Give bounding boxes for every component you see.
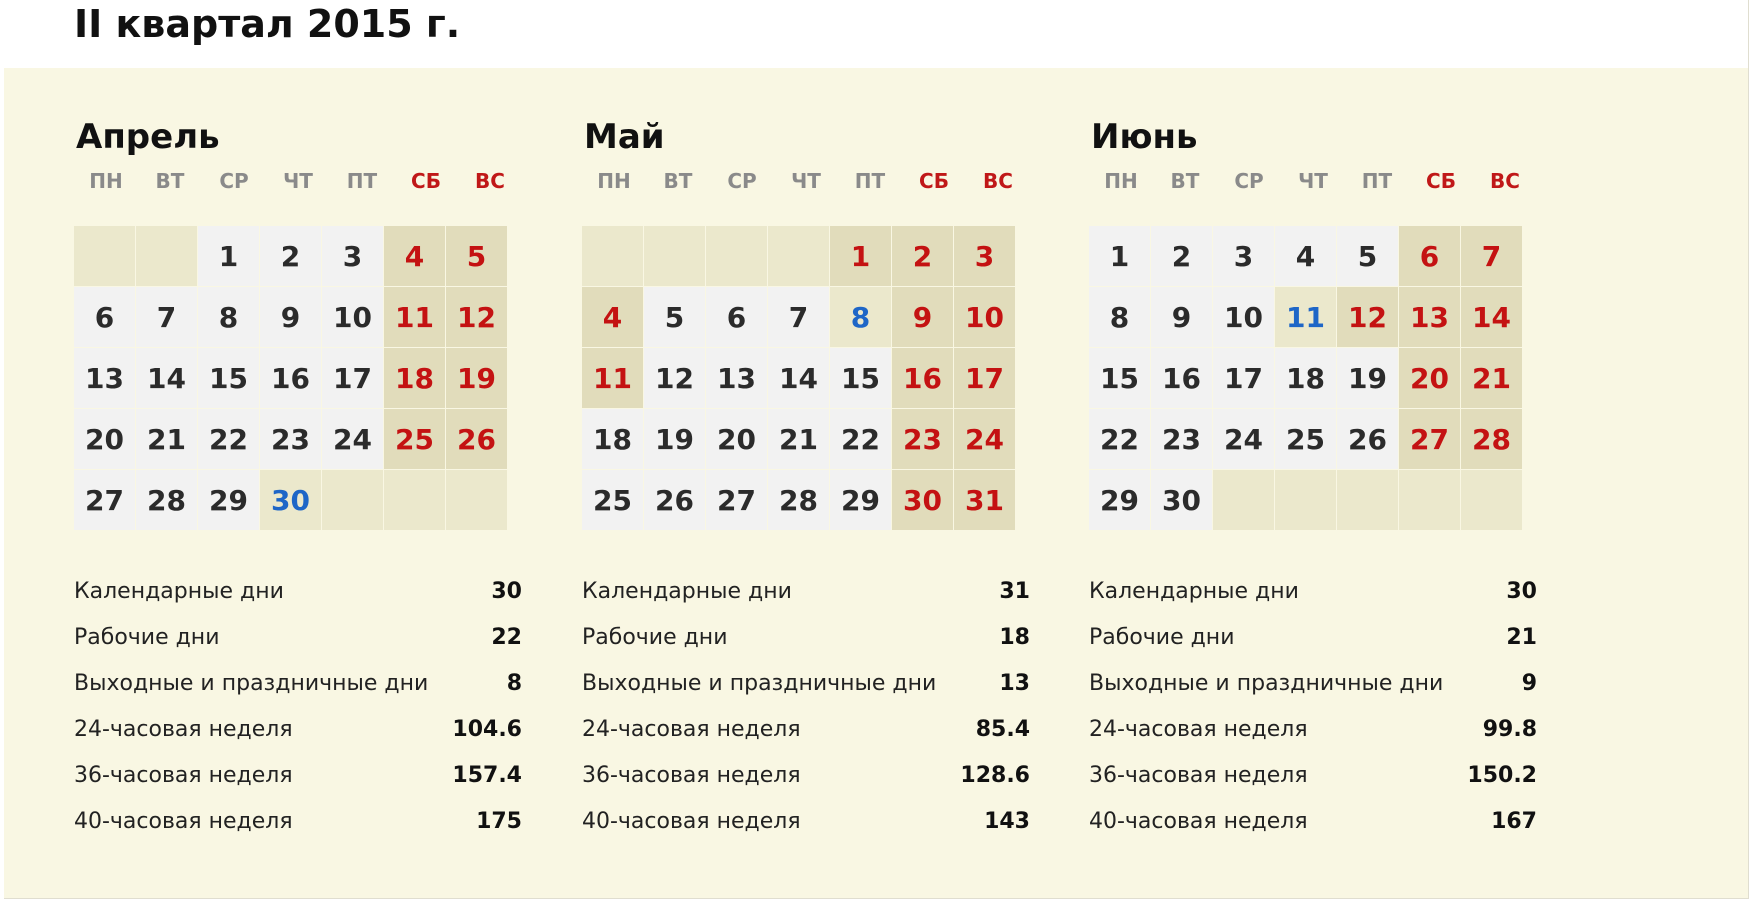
stat-value: 157.4	[452, 762, 522, 788]
day-cell: 6	[74, 287, 135, 347]
stat-value: 128.6	[960, 762, 1030, 788]
day-cell: 22	[198, 409, 259, 469]
day-cell: 2	[260, 226, 321, 286]
day-cell: 17	[322, 348, 383, 408]
weekday-label: ВТ	[155, 169, 185, 193]
day-cell: 2	[892, 226, 953, 286]
day-cell: 13	[706, 348, 767, 408]
day-cell: 1	[1089, 226, 1150, 286]
weekday-label: ВС	[983, 169, 1013, 193]
day-cell: 24	[1213, 409, 1274, 469]
stat-row	[74, 568, 522, 614]
day-grid	[582, 226, 1015, 530]
day-cell: 28	[768, 470, 829, 530]
month-block	[1089, 112, 1549, 844]
stat-row	[582, 660, 1030, 706]
day-cell: 20	[1399, 348, 1460, 408]
day-cell: 12	[1337, 287, 1398, 347]
stat-row	[1089, 660, 1537, 706]
weekday-label: СР	[727, 169, 757, 193]
day-cell: 3	[954, 226, 1015, 286]
weekday-label: ПН	[1104, 169, 1138, 193]
day-cell: 27	[1399, 409, 1460, 469]
day-cell: 20	[74, 409, 135, 469]
empty-day-cell	[384, 470, 445, 530]
weekday-label: СБ	[411, 169, 441, 193]
stat-row	[74, 752, 522, 798]
stat-label: Календарные дни	[582, 578, 792, 604]
stat-label: Рабочие дни	[74, 624, 220, 650]
day-cell: 18	[384, 348, 445, 408]
day-cell: 20	[706, 409, 767, 469]
stat-row	[1089, 798, 1537, 844]
stat-row	[74, 614, 522, 660]
day-cell: 22	[830, 409, 891, 469]
empty-day-cell	[1275, 470, 1336, 530]
stat-value: 85.4	[975, 716, 1030, 742]
weekday-header	[582, 166, 1042, 196]
day-cell: 14	[1461, 287, 1522, 347]
weekday-label: ПТ	[854, 169, 886, 193]
weekday-label: ЧТ	[1298, 169, 1328, 193]
day-cell: 1	[198, 226, 259, 286]
month-title: Май	[584, 117, 665, 157]
day-cell: 8	[830, 287, 891, 347]
day-cell: 10	[322, 287, 383, 347]
day-cell: 28	[136, 470, 197, 530]
stat-row	[582, 706, 1030, 752]
empty-day-cell	[768, 226, 829, 286]
stat-row	[1089, 706, 1537, 752]
month-title: Апрель	[76, 117, 220, 157]
day-cell: 7	[768, 287, 829, 347]
day-cell: 9	[892, 287, 953, 347]
weekday-label: ЧТ	[283, 169, 313, 193]
header	[4, 0, 1748, 68]
stat-label: 24-часовая неделя	[1089, 716, 1308, 742]
day-cell: 29	[830, 470, 891, 530]
stat-row	[1089, 752, 1537, 798]
day-cell: 6	[706, 287, 767, 347]
day-cell: 25	[582, 470, 643, 530]
month-stats	[74, 568, 522, 844]
day-cell: 22	[1089, 409, 1150, 469]
day-grid	[74, 226, 507, 530]
weekday-label: ПТ	[1361, 169, 1393, 193]
stat-label: 40-часовая неделя	[74, 808, 293, 834]
day-cell: 3	[322, 226, 383, 286]
stat-label: Рабочие дни	[582, 624, 728, 650]
stat-label: Рабочие дни	[1089, 624, 1235, 650]
stat-row	[582, 752, 1030, 798]
stat-label: 36-часовая неделя	[74, 762, 293, 788]
day-cell: 13	[74, 348, 135, 408]
weekday-label: ЧТ	[791, 169, 821, 193]
stat-value: 13	[999, 670, 1030, 696]
day-cell: 30	[892, 470, 953, 530]
weekday-label: ВТ	[663, 169, 693, 193]
empty-day-cell	[1213, 470, 1274, 530]
day-cell: 23	[892, 409, 953, 469]
stat-label: 24-часовая неделя	[582, 716, 801, 742]
stat-value: 143	[984, 808, 1030, 834]
day-cell: 23	[1151, 409, 1212, 469]
weekday-header	[74, 166, 534, 196]
stat-row	[74, 660, 522, 706]
day-cell: 10	[1213, 287, 1274, 347]
day-cell: 13	[1399, 287, 1460, 347]
day-cell: 26	[446, 409, 507, 469]
day-cell: 16	[260, 348, 321, 408]
month-block	[582, 112, 1042, 844]
day-cell: 29	[1089, 470, 1150, 530]
day-cell: 21	[1461, 348, 1522, 408]
empty-day-cell	[74, 226, 135, 286]
day-cell: 5	[644, 287, 705, 347]
day-cell: 9	[260, 287, 321, 347]
day-cell: 18	[1275, 348, 1336, 408]
weekday-label: ПН	[89, 169, 123, 193]
day-cell: 15	[830, 348, 891, 408]
stat-value: 9	[1521, 670, 1537, 696]
day-cell: 4	[384, 226, 445, 286]
day-cell: 18	[582, 409, 643, 469]
day-cell: 30	[260, 470, 321, 530]
stat-value: 99.8	[1482, 716, 1537, 742]
day-cell: 15	[198, 348, 259, 408]
month-title: Июнь	[1091, 117, 1198, 157]
day-cell: 17	[1213, 348, 1274, 408]
empty-day-cell	[322, 470, 383, 530]
day-cell: 4	[1275, 226, 1336, 286]
stat-row	[74, 798, 522, 844]
day-cell: 24	[322, 409, 383, 469]
stat-value: 167	[1491, 808, 1537, 834]
stat-label: Выходные и праздничные дни	[1089, 670, 1444, 696]
stat-row	[1089, 568, 1537, 614]
empty-day-cell	[1461, 470, 1522, 530]
stat-value: 30	[491, 578, 522, 604]
day-cell: 8	[198, 287, 259, 347]
stat-label: Календарные дни	[1089, 578, 1299, 604]
day-cell: 11	[582, 348, 643, 408]
stat-label: 36-часовая неделя	[1089, 762, 1308, 788]
stat-value: 8	[506, 670, 522, 696]
stat-label: Календарные дни	[74, 578, 284, 604]
stat-value: 150.2	[1467, 762, 1537, 788]
weekday-label: СБ	[1426, 169, 1456, 193]
day-cell: 7	[136, 287, 197, 347]
day-cell: 30	[1151, 470, 1212, 530]
stat-label: 40-часовая неделя	[582, 808, 801, 834]
day-cell: 2	[1151, 226, 1212, 286]
stat-label: Выходные и праздничные дни	[582, 670, 937, 696]
day-cell: 27	[706, 470, 767, 530]
empty-day-cell	[446, 470, 507, 530]
stat-value: 175	[476, 808, 522, 834]
day-cell: 19	[644, 409, 705, 469]
day-cell: 11	[1275, 287, 1336, 347]
stat-row	[582, 798, 1030, 844]
stat-label: 40-часовая неделя	[1089, 808, 1308, 834]
page-title: II квартал 2015 г.	[74, 2, 461, 46]
day-cell: 9	[1151, 287, 1212, 347]
weekday-label: ПН	[597, 169, 631, 193]
day-cell: 10	[954, 287, 1015, 347]
day-cell: 11	[384, 287, 445, 347]
stat-value: 22	[491, 624, 522, 650]
day-cell: 31	[954, 470, 1015, 530]
day-cell: 19	[446, 348, 507, 408]
day-cell: 8	[1089, 287, 1150, 347]
empty-day-cell	[136, 226, 197, 286]
stat-value: 31	[999, 578, 1030, 604]
day-cell: 5	[1337, 226, 1398, 286]
day-cell: 12	[644, 348, 705, 408]
empty-day-cell	[582, 226, 643, 286]
weekday-label: СБ	[919, 169, 949, 193]
stat-row	[582, 614, 1030, 660]
day-cell: 17	[954, 348, 1015, 408]
empty-day-cell	[644, 226, 705, 286]
day-cell: 21	[136, 409, 197, 469]
weekday-label: СР	[1234, 169, 1264, 193]
day-cell: 26	[1337, 409, 1398, 469]
stat-label: Выходные и праздничные дни	[74, 670, 429, 696]
day-cell: 14	[136, 348, 197, 408]
day-cell: 21	[768, 409, 829, 469]
day-cell: 25	[1275, 409, 1336, 469]
day-cell: 6	[1399, 226, 1460, 286]
day-cell: 5	[446, 226, 507, 286]
day-cell: 7	[1461, 226, 1522, 286]
stat-label: 24-часовая неделя	[74, 716, 293, 742]
stat-value: 30	[1506, 578, 1537, 604]
day-cell: 16	[892, 348, 953, 408]
day-cell: 23	[260, 409, 321, 469]
empty-day-cell	[1337, 470, 1398, 530]
weekday-label: ВТ	[1170, 169, 1200, 193]
day-cell: 14	[768, 348, 829, 408]
day-cell: 27	[74, 470, 135, 530]
stat-label: 36-часовая неделя	[582, 762, 801, 788]
empty-day-cell	[1399, 470, 1460, 530]
month-stats	[1089, 568, 1537, 844]
weekday-label: СР	[219, 169, 249, 193]
weekday-label: ВС	[475, 169, 505, 193]
month-stats	[582, 568, 1030, 844]
day-cell: 12	[446, 287, 507, 347]
day-cell: 25	[384, 409, 445, 469]
day-cell: 4	[582, 287, 643, 347]
day-cell: 24	[954, 409, 1015, 469]
day-cell: 29	[198, 470, 259, 530]
day-cell: 3	[1213, 226, 1274, 286]
stat-value: 21	[1506, 624, 1537, 650]
weekday-header	[1089, 166, 1549, 196]
day-cell: 16	[1151, 348, 1212, 408]
day-cell: 28	[1461, 409, 1522, 469]
day-cell: 26	[644, 470, 705, 530]
stat-value: 18	[999, 624, 1030, 650]
stat-row	[1089, 614, 1537, 660]
day-cell: 19	[1337, 348, 1398, 408]
day-cell: 1	[830, 226, 891, 286]
stat-row	[582, 568, 1030, 614]
weekday-label: ВС	[1490, 169, 1520, 193]
stat-row	[74, 706, 522, 752]
month-block	[74, 112, 534, 844]
day-grid	[1089, 226, 1522, 530]
empty-day-cell	[706, 226, 767, 286]
day-cell: 15	[1089, 348, 1150, 408]
weekday-label: ПТ	[346, 169, 378, 193]
stat-value: 104.6	[452, 716, 522, 742]
